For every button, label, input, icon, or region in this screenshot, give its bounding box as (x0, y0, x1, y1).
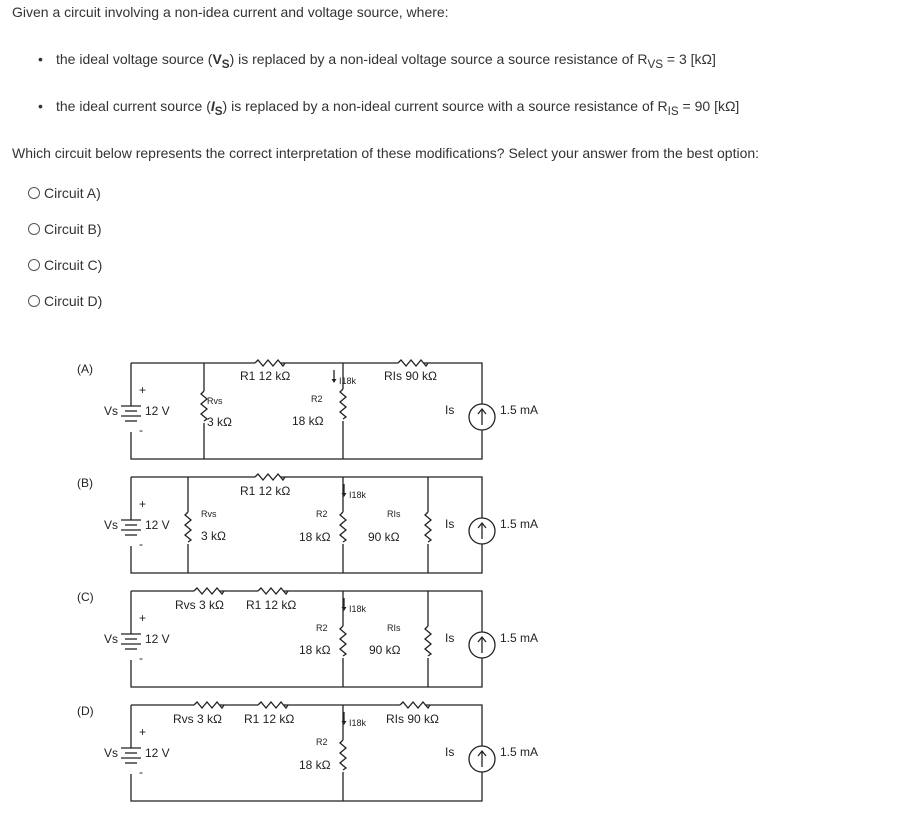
svg-text:RIs: RIs (387, 623, 401, 633)
svg-text:I18k: I18k (349, 604, 367, 614)
svg-text:I18k: I18k (349, 490, 367, 500)
svg-text:90 kΩ: 90 kΩ (368, 530, 400, 544)
option-circuit-c[interactable]: Circuit C) (28, 247, 102, 283)
svg-text:R1 12 kΩ: R1 12 kΩ (240, 484, 291, 498)
svg-text:RIs 90 kΩ: RIs 90 kΩ (386, 712, 439, 726)
svg-text:RIs: RIs (387, 509, 401, 519)
svg-text:Vs: Vs (104, 518, 119, 532)
svg-text:Vs: Vs (104, 746, 119, 760)
option-circuit-b[interactable]: Circuit B) (28, 211, 102, 247)
svg-text:Is: Is (445, 517, 455, 531)
svg-text:Rvs: Rvs (201, 509, 217, 519)
svg-text:Vs: Vs (104, 632, 119, 646)
svg-text:1.5 mA: 1.5 mA (500, 631, 539, 645)
question-prompt: Which circuit below represents the correct interpretation of these modifications? Select your answer from the best option: (12, 145, 760, 161)
svg-text:+: + (139, 497, 147, 511)
svg-text:1.5 mA: 1.5 mA (500, 745, 539, 759)
circuit-a (77, 360, 538, 459)
svg-text:18 kΩ: 18 kΩ (299, 758, 331, 772)
svg-text:R1 12 kΩ: R1 12 kΩ (244, 712, 295, 726)
svg-text:RIs 90 kΩ: RIs 90 kΩ (384, 369, 437, 383)
svg-text:-: - (139, 651, 143, 665)
svg-text:12 V: 12 V (145, 518, 170, 532)
svg-text:1.5 mA: 1.5 mA (500, 403, 539, 417)
svg-text:Vs: Vs (104, 404, 119, 418)
circuit-a-tag: (A) (77, 362, 93, 376)
option-circuit-a[interactable]: Circuit A) (28, 175, 102, 211)
svg-text:18 kΩ: 18 kΩ (292, 414, 324, 428)
svg-text:18 kΩ: 18 kΩ (299, 530, 331, 544)
svg-text:R2: R2 (311, 394, 323, 404)
svg-text:12 V: 12 V (145, 404, 170, 418)
svg-text:R2: R2 (316, 623, 328, 633)
svg-text:3 kΩ: 3 kΩ (207, 415, 232, 429)
svg-text:Is: Is (445, 745, 455, 759)
option-circuit-d[interactable]: Circuit D) (28, 283, 102, 319)
circuit-b-tag: (B) (77, 476, 93, 490)
svg-text:18 kΩ: 18 kΩ (299, 643, 331, 657)
svg-text:90 kΩ: 90 kΩ (369, 643, 401, 657)
question-intro: Given a circuit involving a non-idea current and voltage source, where: (12, 4, 449, 20)
svg-text:+: + (139, 383, 147, 397)
svg-text:12 V: 12 V (145, 746, 170, 760)
svg-text:-: - (139, 765, 143, 779)
svg-text:Rvs 3 kΩ: Rvs 3 kΩ (175, 598, 224, 612)
svg-text:-: - (139, 537, 143, 551)
svg-text:R1 12 kΩ: R1 12 kΩ (246, 598, 297, 612)
svg-text:Is: Is (445, 631, 455, 645)
svg-text:+: + (139, 611, 147, 625)
svg-text:Is: Is (445, 403, 455, 417)
bullet-current-source: • the ideal current source $(I_S)$ is replaced by a non-ideal current source with a source resistance of $R_{IS} = 90$ [kΩ] (30, 91, 739, 138)
svg-text:12 V: 12 V (145, 632, 170, 646)
circuit-c (77, 588, 538, 687)
circuit-c-tag: (C) (77, 590, 94, 604)
circuit-d-tag: (D) (77, 704, 94, 718)
svg-text:R1 12 kΩ: R1 12 kΩ (240, 369, 291, 383)
circuit-d (77, 702, 538, 801)
bullet-voltage-source: • the ideal voltage source $(V_S)$ is replaced by a non-ideal voltage source a source resistance of $R_{VS} = 3$ [kΩ] (30, 44, 739, 91)
svg-text:Rvs: Rvs (207, 396, 223, 406)
svg-text:R2: R2 (316, 509, 328, 519)
svg-text:-: - (139, 423, 143, 437)
circuit-b (77, 474, 538, 573)
svg-text:Rvs 3 kΩ: Rvs 3 kΩ (173, 712, 222, 726)
svg-text:+: + (139, 725, 147, 739)
svg-text:I18k: I18k (349, 718, 367, 728)
svg-text:R2: R2 (316, 737, 328, 747)
svg-text:1.5 mA: 1.5 mA (500, 517, 539, 531)
svg-text:I18k: I18k (339, 376, 357, 386)
svg-text:3 kΩ: 3 kΩ (201, 529, 226, 543)
